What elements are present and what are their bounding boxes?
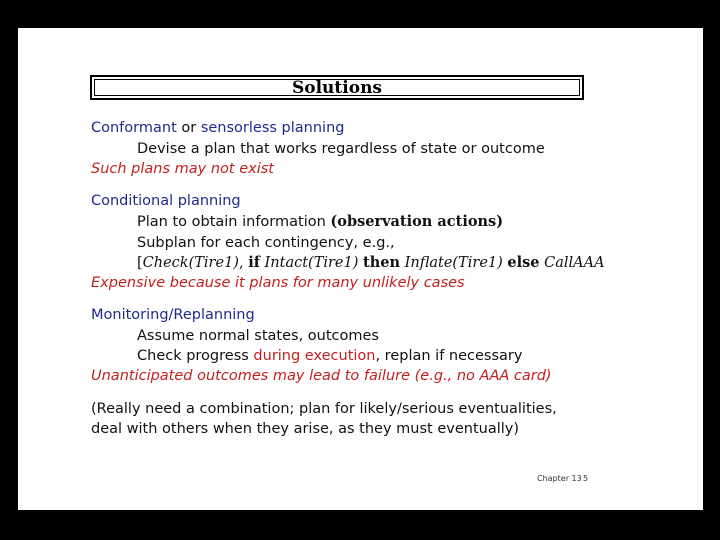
open-bracket: [	[137, 255, 143, 271]
title-frame	[90, 75, 584, 100]
monitoring-heading: Monitoring/Replanning	[91, 307, 255, 323]
during-execution: during execution	[253, 348, 376, 364]
kw-else: else	[507, 254, 540, 271]
conditional-item-3	[137, 254, 605, 272]
monitoring-item-1: Assume normal states, outcomes	[137, 328, 379, 344]
footer-page: 5	[583, 474, 589, 483]
kw-if: if	[248, 254, 260, 271]
intact-tire: Intact(Tire1)	[264, 255, 359, 271]
conditional-heading: Conditional planning	[91, 193, 241, 209]
monitoring-caveat: Unanticipated outcomes may lead to failure (e.g., no AAA card)	[91, 368, 552, 384]
conditional-item-1	[137, 213, 503, 231]
monitoring-item-2-c: , replan if necessary	[375, 348, 523, 364]
closing-line-2: deal with others when they arise, as they must eventually)	[91, 421, 520, 437]
comma: ,	[238, 255, 249, 271]
monitoring-item-2	[137, 347, 522, 365]
slide	[18, 28, 703, 510]
conformant-heading	[91, 119, 344, 137]
conditional-item-1-text: Plan to obtain information	[137, 214, 331, 230]
conditional-caveat: Expensive because it plans for many unlikely cases	[91, 275, 465, 291]
call-aaa: CallAAA	[544, 255, 605, 271]
inflate-tire: Inflate(Tire1)	[404, 255, 503, 271]
slide-title: Solutions	[94, 79, 580, 96]
conformant-heading-a: Conformant	[91, 120, 177, 136]
conformant-heading-b: sensorless planning	[200, 120, 345, 136]
conditional-item-2: Subplan for each contingency, e.g.,	[137, 235, 395, 251]
observation-actions: (observation actions)	[330, 213, 504, 230]
monitoring-item-2-a: Check progress	[137, 348, 254, 364]
conformant-item-1: Devise a plan that works regardless of state or outcome	[137, 141, 545, 157]
check-tire: Check(Tire1)	[142, 255, 239, 271]
conformant-caveat: Such plans may not exist	[91, 161, 274, 177]
conformant-heading-or: or	[176, 120, 201, 136]
kw-then: then	[363, 254, 401, 271]
closing-line-1: (Really need a combination; plan for likely/serious eventualities,	[91, 401, 557, 417]
footer-chapter: Chapter 13	[537, 474, 582, 483]
